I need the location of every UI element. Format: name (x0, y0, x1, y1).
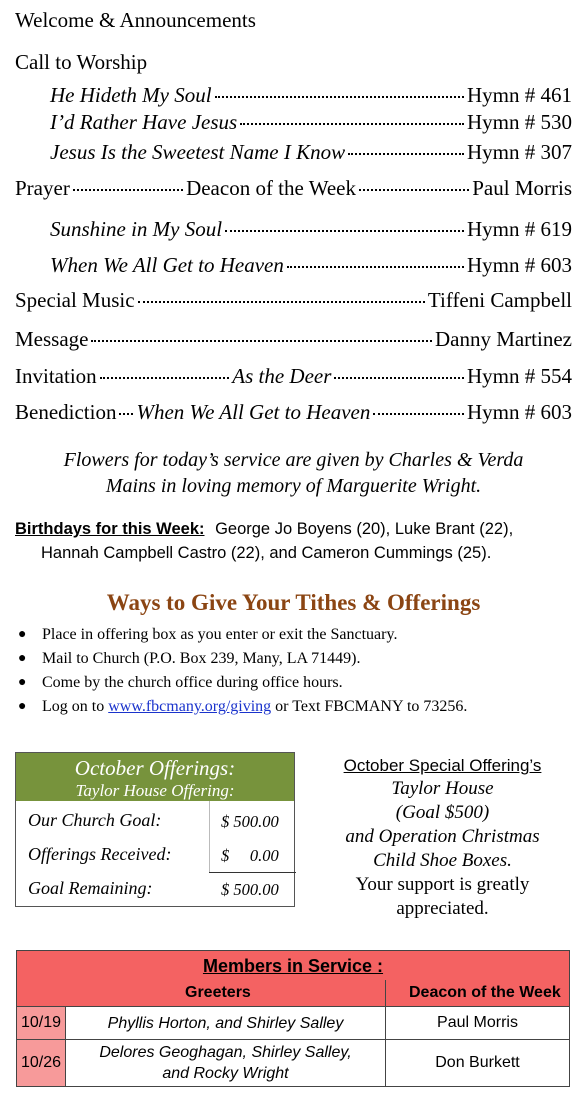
bullet-icon: ● (18, 699, 27, 714)
offerings-row-label: Goal Remaining: (28, 878, 153, 898)
service-date: 10/26 (17, 1040, 66, 1086)
special-offering-line: Child Shoe Boxes. (373, 850, 512, 871)
offerings-header (16, 753, 294, 801)
call-to-worship-heading: Call to Worship (15, 50, 148, 74)
offerings-row-value: $ 0.00 (221, 846, 279, 865)
dot-leader (138, 301, 425, 303)
dot-leader (225, 230, 464, 232)
offerings-row-value: $ 500.00 (221, 880, 279, 899)
members-header (17, 951, 569, 1007)
dot-leader (359, 189, 469, 191)
bullet-icon: ● (18, 675, 27, 690)
list-item-text: Place in offering box as you enter or exit the Sanctuary. (42, 626, 398, 643)
dot-leader (240, 123, 464, 125)
dot-leader (373, 413, 464, 415)
order-item (50, 217, 572, 242)
special-offering-line: Your support is greatly (355, 874, 530, 895)
order-item (50, 253, 572, 278)
members-title: Members in Service : (202, 956, 384, 976)
divider (209, 801, 210, 872)
invitation-hymn: Hymn # 554 (467, 364, 573, 388)
list-item-text: Come by the church office during office hours. (42, 674, 343, 691)
giving-link[interactable]: www.fbcmany.org/giving (108, 698, 272, 715)
order-item-benediction (15, 400, 572, 425)
greeters-column-header: Greeters (185, 984, 251, 1001)
order-item-prayer (15, 176, 572, 201)
list-item (18, 623, 578, 647)
offerings-subtitle: Taylor House Offering: (75, 781, 235, 800)
order-item-title: Sunshine in My Soul (50, 217, 223, 241)
members-in-service-table (16, 950, 570, 1087)
table-row (17, 1040, 569, 1086)
greeters-names (66, 1040, 386, 1086)
table-row (17, 1007, 569, 1040)
list-item (18, 671, 578, 695)
list-item-text: Log on to (42, 698, 109, 715)
welcome-heading: Welcome & Announcements (15, 8, 256, 32)
benediction-label: Benediction (15, 400, 117, 424)
service-date: 10/19 (17, 1007, 66, 1039)
order-item (50, 83, 572, 108)
offerings-row-value: $ 500.00 (221, 812, 279, 831)
flowers-line: Mains in loving memory of Marguerite Wright. (105, 475, 482, 497)
order-item (50, 110, 572, 135)
dot-leader (91, 340, 431, 342)
divider (209, 872, 296, 873)
order-item-title: I’d Rather Have Jesus (50, 110, 238, 134)
dot-leader (119, 413, 133, 415)
deacon-name: Paul Morris (437, 1014, 518, 1031)
special-offering-line: and Operation Christmas (345, 826, 540, 847)
prayer-role: Deacon of the Week (186, 176, 356, 200)
special-offering-header: October Special Offering’s (343, 756, 542, 775)
order-item-hymn: Hymn # 603 (467, 253, 572, 277)
order-item-hymn: Hymn # 530 (467, 110, 572, 134)
dot-leader (215, 96, 464, 98)
bullet-icon: ● (18, 627, 27, 642)
order-item-hymn: Hymn # 307 (467, 140, 572, 164)
special-offering-line: (Goal $500) (395, 802, 490, 823)
prayer-label: Prayer (15, 176, 70, 200)
order-item (50, 140, 572, 165)
message-person: Danny Martinez (434, 327, 572, 351)
divider (385, 980, 386, 1006)
special-offering-line: Taylor House (391, 778, 494, 799)
dot-leader (73, 189, 183, 191)
message-label: Message (15, 327, 89, 351)
order-item-message (15, 327, 572, 352)
order-item-invitation (15, 364, 572, 389)
list-item-text: or Text FBCMANY to 73256. (271, 698, 468, 715)
offerings-row-label: Offerings Received: (28, 844, 172, 864)
birthdays (15, 517, 575, 565)
deacon-name: Don Burkett (435, 1054, 520, 1071)
prayer-person: Paul Morris (472, 176, 572, 200)
invitation-label: Invitation (15, 364, 97, 388)
birthdays-names: Hannah Campbell Castro (22), and Cameron Cummings (25). (41, 544, 492, 562)
order-item-title: Jesus Is the Sweetest Name I Know (50, 140, 346, 164)
list-item (18, 695, 578, 719)
birthdays-label: Birthdays for this Week: (15, 520, 205, 538)
special-music-label: Special Music (15, 288, 135, 312)
order-item-hymn: Hymn # 461 (467, 83, 572, 107)
order-item-hymn: Hymn # 619 (467, 217, 572, 241)
list-item-text: Mail to Church (P.O. Box 239, Many, LA 71449). (42, 650, 361, 667)
greeters-names: Phyllis Horton, and Shirley Salley (66, 1007, 386, 1039)
flowers-line: Flowers for today’s service are given by Charles & Verda (63, 449, 524, 471)
birthdays-names: George Jo Boyens (20), Luke Brant (22), (215, 520, 514, 538)
bullet-icon: ● (18, 651, 27, 666)
benediction-hymn: Hymn # 603 (467, 400, 572, 424)
special-music-person: Tiffeni Campbell (427, 288, 572, 312)
dot-leader (100, 377, 230, 379)
order-item-title: When We All Get to Heaven (50, 253, 284, 277)
offerings-title: October Offerings: (74, 756, 236, 780)
list-item (18, 647, 578, 671)
greeters-line: and Rocky Wright (162, 1065, 289, 1082)
special-offering-line: appreciated. (396, 898, 489, 919)
dot-leader (287, 266, 464, 268)
offerings-row-label: Our Church Goal: (28, 810, 162, 830)
ways-to-give-title: Ways to Give Your Tithes & Offerings (106, 590, 481, 615)
benediction-song: When We All Get to Heaven (136, 400, 371, 424)
october-offerings-box (15, 752, 295, 907)
invitation-song: As the Deer (232, 364, 332, 388)
order-item-special-music (15, 288, 572, 313)
greeters-line: Delores Geoghagan, Shirley Salley, (99, 1044, 352, 1061)
ways-to-give-list (18, 623, 578, 719)
dot-leader (348, 153, 464, 155)
deacon-column-header: Deacon of the Week (409, 984, 561, 1001)
special-offering (310, 755, 575, 921)
flowers-note (0, 447, 587, 499)
order-item-title: He Hideth My Soul (50, 83, 212, 107)
dot-leader (334, 377, 464, 379)
